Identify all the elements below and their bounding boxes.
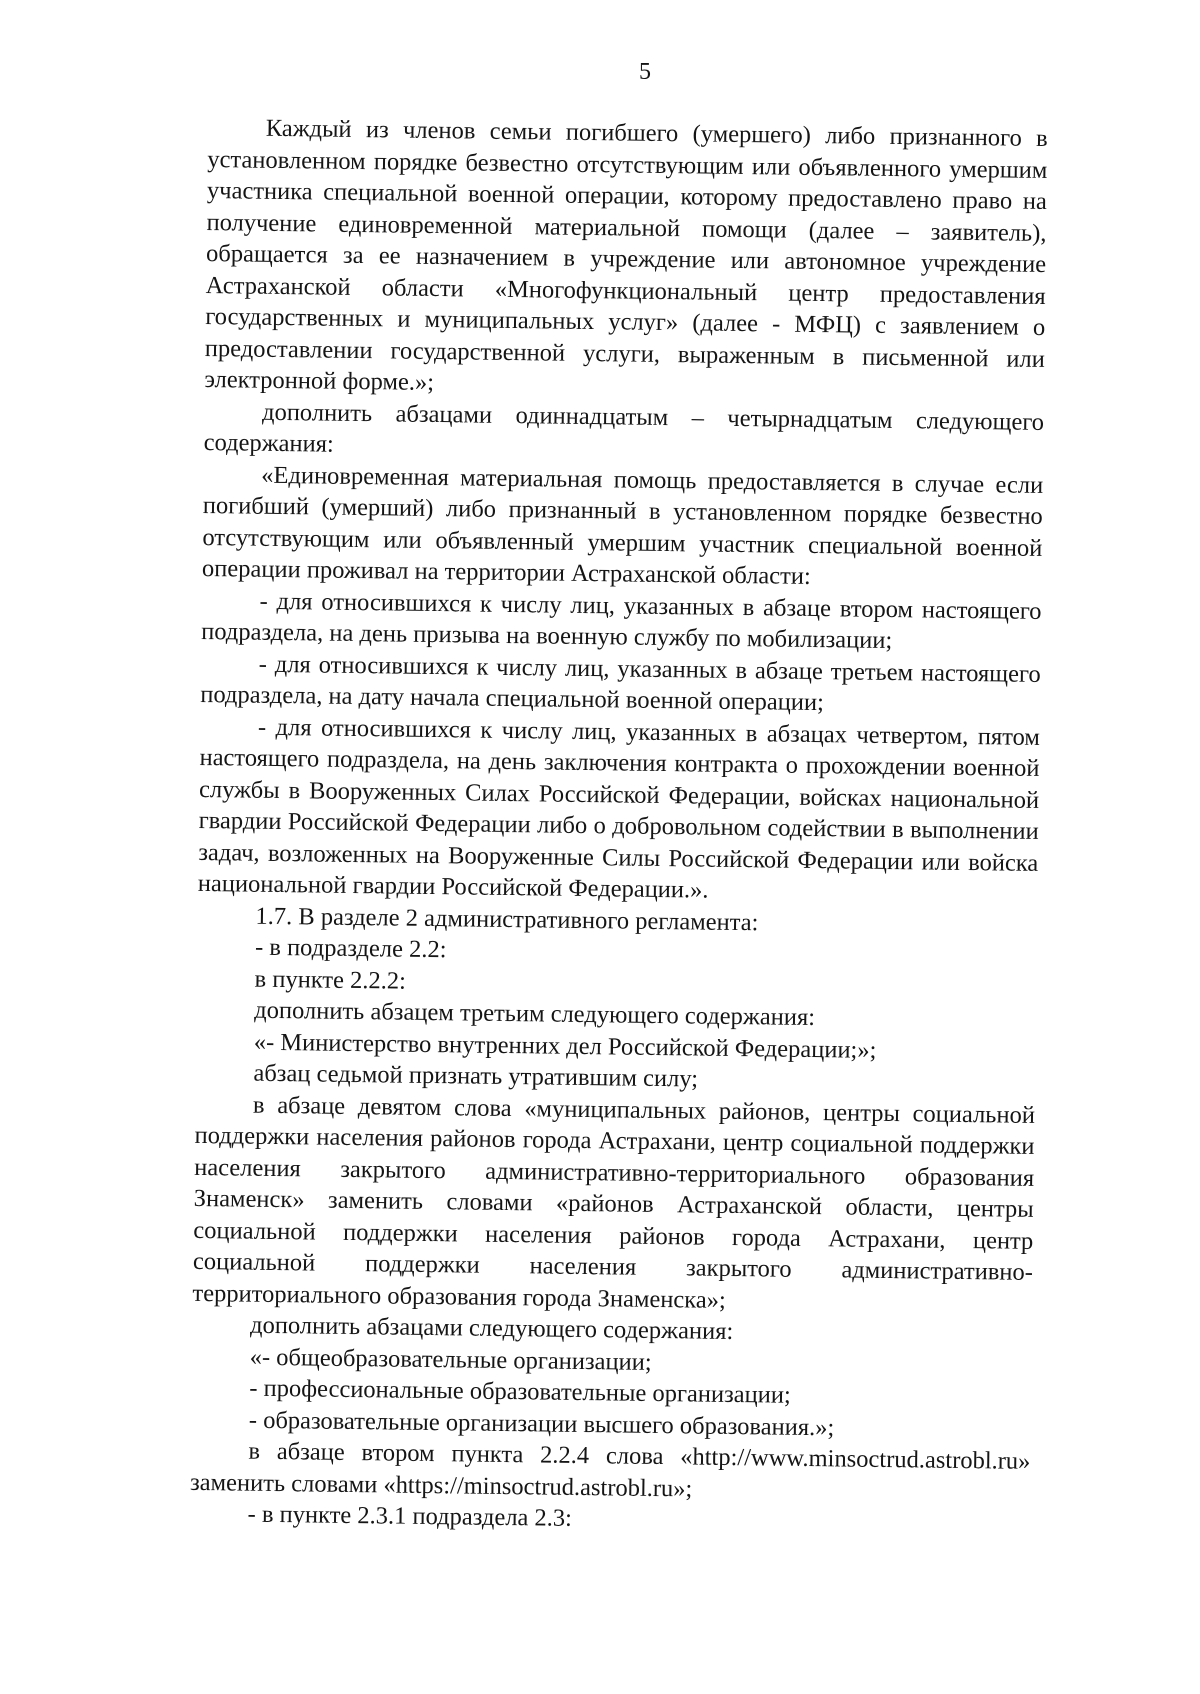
paragraph-residence-condition: «Единовременная материальная помощь предоставляется в случае если погибший (умерший) либо признанный в установленном порядке безвестно отсутствующим или объявленный умершим участник специальной военной операции проживал на территории Астраханской области: <box>201 461 1044 590</box>
paragraph-subsection-2-2: - в подразделе 2.2: <box>254 933 447 964</box>
page-number: 5 <box>639 59 651 85</box>
paragraph-item-2-3-1: - в пункте 2.3.1 подраздела 2.3: <box>247 1500 573 1532</box>
list-item-professional-education: - профессиональные образовательные организации; <box>249 1374 791 1409</box>
list-item-contract: - для относившихся к числу лиц, указанных в абзацах четвертом, пятом настоящего подраздела, на день заключения контракта о прохождении военной службы в Вооруженных Силах Российской Федерации, войсках национальной гвардии Российской Федерации либо о добровольном содействии в выполнении задач, возложенных на Вооруженные Силы Российской Федерации или войска национальной гвардии Российской Федерации.». <box>197 713 1041 904</box>
list-item-higher-education: - образовательные организации высшего образования.»; <box>248 1406 835 1441</box>
document-body <box>189 112 1047 1540</box>
list-item-operation-start: - для относившихся к числу лиц, указанных в абзаце третьем настоящего подраздела, на дату начала специальной военной операции; <box>200 650 1041 717</box>
paragraph-seventh-invalid: абзац седьмой признать утратившим силу; <box>253 1059 699 1093</box>
paragraph-section-1-7: 1.7. В разделе 2 административного регламента: <box>255 902 759 936</box>
paragraph-add-abzatsy: дополнить абзацами следующего содержания: <box>249 1311 734 1345</box>
paragraph-applicant-procedure: Каждый из членов семьи погибшего (умершего) либо признанного в установленном порядке безвестно отсутствующим или объявленного умершим участника специальной военной операции, которому предоставлено право на получение единовременной материальной помощи (далее – заявитель), обращается за ее назначением в учреждение или автономное учреждение Астраханской области «Многофункциональный центр предоставления государственных и муниципальных услуг» (далее - МФЦ) с заявлением о предоставлении государственной услуги, выраженным в письменной или электронной форме.»; <box>204 114 1048 396</box>
paragraph-ninth-replace: в абзаце девятом слова «муниципальных районов, центры социальной поддержки населения районов города Астрахани, центр социальной поддержки населения закрытого административно-территориального образования Знаменск» заменить словами «районов Астраханской области, центры социальной поддержки населения районов города Астрахани, центр социальной поддержки населения закрытого административно-территориального образования города Знаменска»; <box>192 1091 1036 1314</box>
paragraph-item-2-2-2: в пункте 2.2.2: <box>254 965 407 995</box>
list-item-general-education: «- общеобразовательные организации; <box>249 1343 652 1376</box>
list-item-mobilization: - для относившихся к числу лиц, указанных в абзаце втором настоящего подраздела, на день призыва на военную службу по мобилизации; <box>201 587 1042 655</box>
paragraph-add-third-abzats: дополнить абзацем третьим следующего содержания: <box>254 996 816 1032</box>
paragraph-url-replace: в абзаце втором пункта 2.2.4 слова «http://www.minsoctrud.astrobl.ru» заменить словами «https://minsoctrud.astrobl.ru»; <box>189 1437 1031 1502</box>
paragraph-add-abzats-11-14: дополнить абзацами одиннадцатым – четырнадцатым следующего содержания: <box>203 398 1045 458</box>
paragraph-mvd: «- Министерство внутренних дел Российской Федерации;»; <box>253 1028 877 1064</box>
